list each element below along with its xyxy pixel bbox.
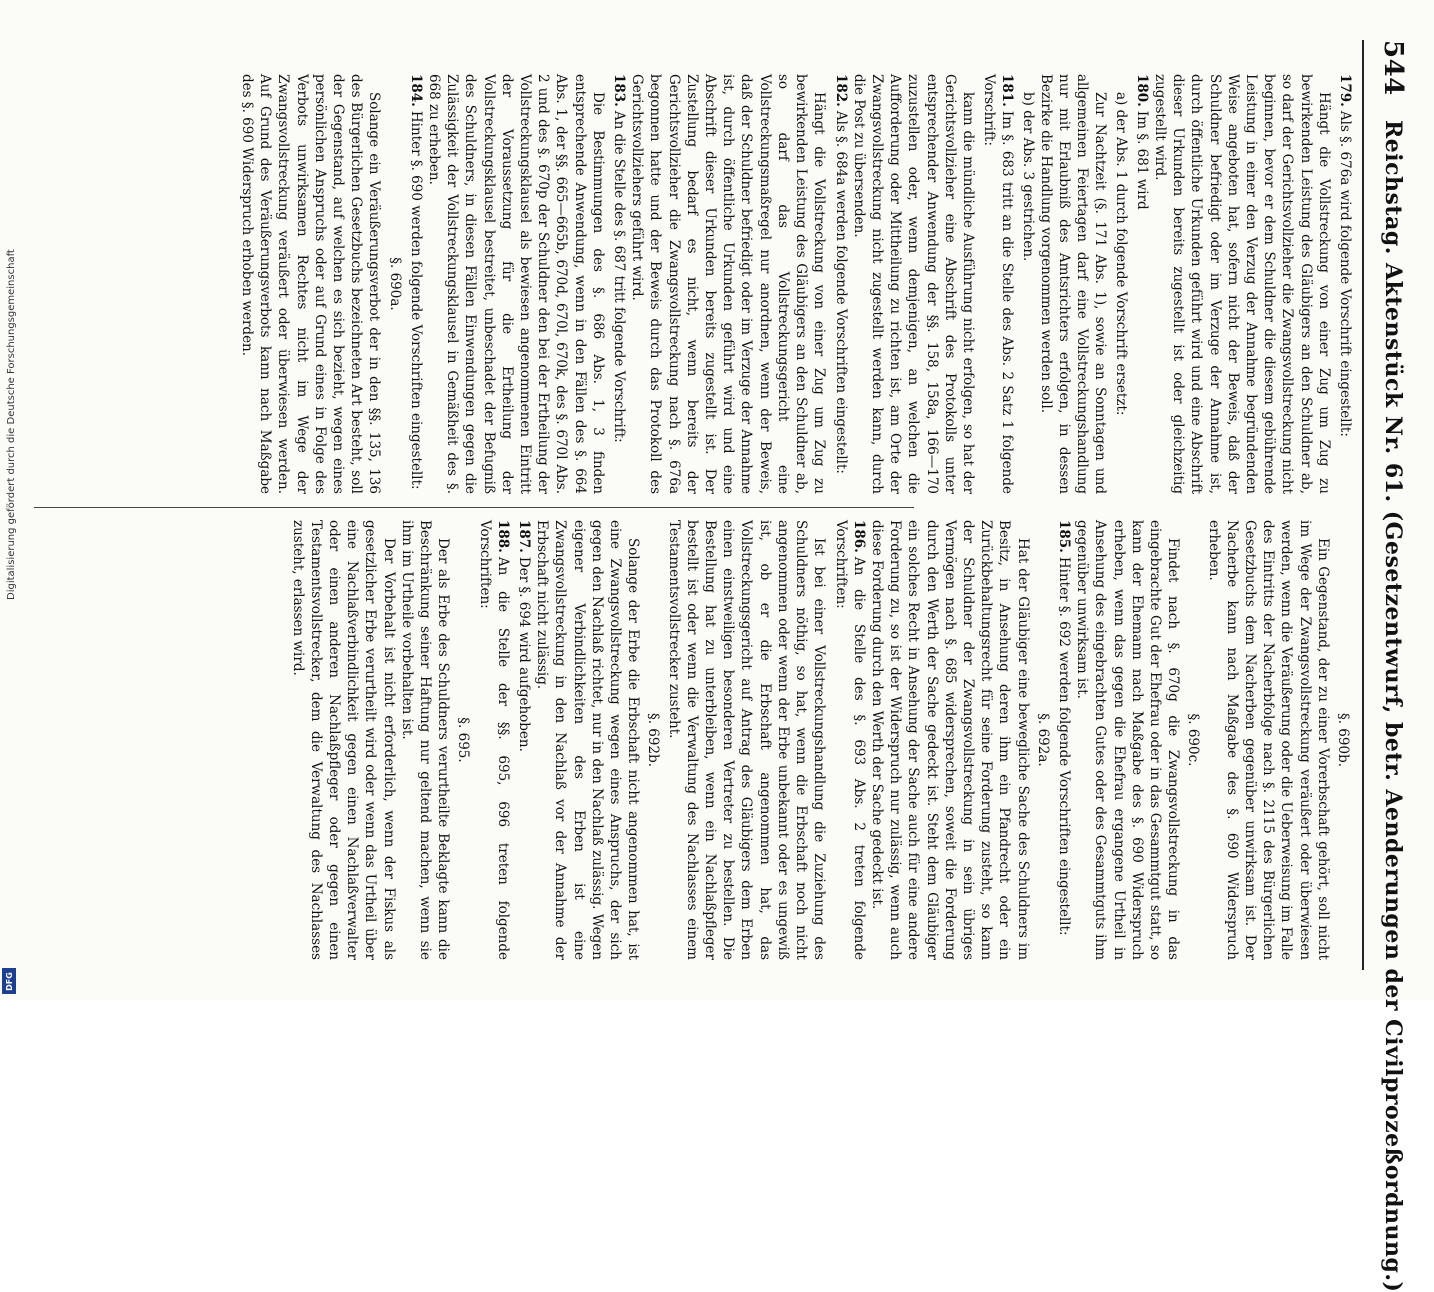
sub-item: a) der Abs. 1 durch folgende Vorschrift ersetzt: (1112, 92, 1129, 416)
header-rule (1362, 40, 1364, 970)
item-number: 179. (1337, 74, 1353, 107)
paragraph: Solange der Erbe die Erbschaft nicht angenommen hat, ist eine Zwangsvollstreckung wegen eines Anspruchs, der sich gegen den Nachlaß richtet, nur in den Nachlaß zulässig. Wegen eigener Verbindlichkeiten des Erben ist eine Zwangsvollstreckung in den Nachlaß vor der Annahme der Erbschaft nicht zulässig. (534, 520, 642, 960)
item-number: 183. (611, 74, 628, 107)
numbered-item (1055, 520, 1073, 960)
item-text: Als §. 676a wird folgende Vorschrift eingestellt: (1337, 110, 1353, 437)
paragraph: Ist bei einer Vollstreckungshandlung die Zuziehung des Schuldners nöthig, so hat, wenn die Erbschaft noch nicht angenommen oder wenn der Erbe unbekannt oder es ungewiß ist, ob er die Erbschaft angenommen hat, das Vollstreckungsgericht auf Antrag des Gläubigers dem Erben einen einstweiligen besonderen Vertreter zu bestellen. Die Bestellung hat zu unterbleiben, wenn ein Nachlaßpfleger bestellt ist oder wenn die Verwaltung des Nachlasses einem Testamentsvollstrecker zusteht. (665, 520, 828, 960)
dfg-logo-text: DFG (4, 971, 14, 991)
paragraph: Solange ein Veräußerungsverbot der in den §§. 135, 136 des Bürgerlichen Gesetzbuchs bezeichneten Art besteht, soll der Gegenstand, auf welchen es sich bezieht, wegen eines persönlichen Anspruchs oder auf Grund eines in Folge des Verbots unwirksamen Rechtes nicht im Wege der Zwangsvollstreckung veräußert oder überwiesen werden. Auf Grund des Veräußerungsverbots kann nach Maßgabe des §. 690 Widerspruch erhoben werden. (239, 74, 383, 494)
item-number: 181. (999, 74, 1016, 107)
item-text: Hinter §. 692 werden folgende Vorschriften eingestellt: (1055, 556, 1072, 936)
item-number: 184. (407, 74, 424, 107)
numbered-item (831, 520, 867, 960)
section-heading: §. 690b. (1335, 712, 1351, 768)
item-number: 188. (494, 520, 511, 553)
item-number: 186. (850, 520, 867, 553)
page-header (1368, 40, 1408, 1292)
item-text: Als §. 684a werden folgende Vorschriften eingestellt: (832, 110, 849, 474)
paragraph: Hängt die Vollstreckung von einer Zug um Zug zu bewirkenden Leistung des Gläubigers an den Schuldner ab, so darf der Gerichtsvollzieher die Zwangsvollstreckung nicht beginnen, bevor er dem Schuldner die diesem gebührende Leistung in einer den Verzug der Annahme begründenden Weise angeboten hat, sofern nicht der Beweis, daß der Schuldner befriedigt oder im Verzuge der Annahme ist, durch öffentliche Urkunden geführt wird und eine Abschrift dieser Urkunden bereits zugestellt ist oder gleichzeitig zugestellt wird. (1151, 74, 1332, 494)
item-number: 187. (516, 520, 533, 553)
left-column (238, 74, 1354, 494)
paragraph: Der als Erbe des Schuldners verurtheilte Beklagte kann die Beschränkung seiner Haftung nur geltend machen, wenn sie ihm im Urtheile vorbehalten ist. (398, 520, 452, 960)
section-heading: §. 695. (455, 717, 472, 763)
column-divider (34, 507, 914, 508)
item-number: 180. (1133, 74, 1150, 107)
section-heading: §. 692b. (645, 712, 662, 768)
page-number: 544 (1378, 40, 1408, 96)
paragraph: Der Vorbehalt ist nicht erforderlich, wenn der Fiskus als gesetzlicher Erbe verurtheilt wird oder wenn das Urtheil über eine Nachlaßverbindlichkeit gegen einen Nachlaßverwalter oder einen anderen Nachlaßpfleger oder gegen einen Testamentsvollstrecker, dem die Verwaltung des Nachlasses zusteht, erlassen wird. (289, 520, 397, 960)
item-text: Im §. 681 wird (1133, 110, 1150, 210)
numbered-item (515, 520, 533, 960)
paragraph: Hat der Gläubiger eine bewegliche Sache des Schuldners im Besitz, in Ansehung deren ihm ein Pfandrecht oder ein Zurückbehaltungsrecht für seine Forderung zusteht, so kann der Schuldner der Zwangsvollstreckung in sein übriges Vermögen nach §. 685 widersprechen, soweit die Forderung durch den Werth der Sache gedeckt ist. Steht dem Gläubiger ein solches Recht in Ansehung der Sache auch für eine andere Forderung zu, so ist der Widerspruch nur zulässig, wenn auch diese Forderung durch den Werth der Sache gedeckt ist. (868, 520, 1031, 960)
digitization-note: Digitalisierung gefördert durch die Deutsche Forschungsgemeinschaft (6, 249, 17, 600)
numbered-item (407, 74, 425, 494)
right-column (288, 520, 1354, 960)
numbered-item (831, 74, 849, 494)
item-text: Der §. 694 wird aufgehoben. (516, 556, 533, 752)
item-text: An die Stelle der §§. 695, 696 treten folgende Vorschriften: (476, 520, 511, 960)
item-text: An die Stelle des §. 687 tritt folgende Vorschrift: (611, 110, 628, 443)
paragraph: Hängt die Vollstreckung von einer Zug um Zug zu bewirkenden Leistung des Gläubigers an den Schuldner ab, so darf das Vollstreckungsgericht eine Vollstreckungsmaßregel nur anordnen, wenn der Beweis, daß der Schuldner befriedigt oder im Verzuge der Annahme ist, durch öffentliche Urkunden geführt wird und eine Abschrift dieser Urkunden bereits zugestellt ist. Der Zustellung bedarf es nicht, wenn bereits der Gerichtsvollzieher die Zwangsvollstreckung nach §. 676a begonnen hatte und der Beweis durch das Protokoll des Gerichtsvollziehers geführt wird. (629, 74, 828, 494)
paragraph: Ein Gegenstand, der zu einer Vorerbschaft gehört, soll nicht im Wege der Zwangsvollstreckung veräußert oder überwiesen werden, wenn die Veräußerung oder die Ueberweisung im Falle des Eintritts der Nacherbfolge nach §. 2115 des Bürgerlichen Gesetzbuchs dem Nacherben gegenüber unwirksam ist. Der Nacherbe kann nach Maßgabe des §. 690 Widerspruch erheben. (1205, 520, 1331, 960)
item-text: Hinter §. 690 werden folgende Vorschriften eingestellt: (407, 110, 424, 490)
paragraph: Die Bestimmungen des §. 686 Abs. 1, 3 finden entsprechende Anwendung, wenn in den Fällen des §. 664 Abs. 1, der §§. 665—665b, 670d, 670l, 670k, des §. 670l Abs. 2 und des §. 670p der Schuldner den bei der Ertheilung der Vollstreckungsklausel als bewiesen angenommenen Eintritt der Voraussetzung für die Ertheilung der Vollstreckungsklausel bestreitet, unbeschadet der Befugniß des Schuldners, in diesen Fällen Einwendungen gegen die Zulässigkeit der Vollstreckungsklausel in Gemäßheit des §. 668 zu erheben. (426, 74, 606, 494)
item-number: 182. (832, 74, 849, 107)
numbered-item (1336, 74, 1354, 494)
item-text: Im §. 683 tritt an die Stelle des Abs. 2 Satz 1 folgende Vorschrift: (981, 74, 1016, 494)
paragraph: Zur Nachtzeit (§. 171 Abs. 1), sowie an Sonntagen und allgemeinen Feiertagen darf eine Vollstreckungshandlung nur mit Erlaubniß des Amtsrichters erfolgen, in dessen Bezirke die Handlung vorgenommen werden soll. (1037, 74, 1109, 494)
item-number: 185. (1055, 520, 1072, 553)
numbered-item (610, 74, 628, 494)
dfg-logo (2, 968, 16, 994)
section-heading: §. 692a. (1034, 713, 1051, 767)
numbered-item (980, 74, 1016, 494)
numbered-item (475, 520, 511, 960)
numbered-item (1133, 74, 1151, 494)
section-heading: §. 690c. (1185, 713, 1202, 767)
section-heading: §. 690a. (386, 257, 403, 311)
paragraph: kann die mündliche Ausführung nicht erfolgen, so hat der Gerichtsvollzieher eine Abschrift des Protokolls unter entsprechender Anwendung der §§. 158, 158a, 166—170 zuzustellen oder, wenn demjenigen, an welchen die Aufforderung oder Mittheilung zu richten ist, am Orte der Zwangsvollstreckung nicht zugestellt werden kann, durch die Post zu übersenden. (850, 74, 976, 494)
item-text: An die Stelle des §. 693 Abs. 2 treten folgende Vorschriften: (832, 520, 867, 960)
page-title: Reichstag. Aktenstück Nr. 61. (Gesetzentwurf, betr. Aenderungen der Civilprozeßordnung.) (1380, 120, 1406, 1292)
sub-item: b) der Abs. 3 gestrichen. (1019, 92, 1036, 262)
paragraph: Findet nach §. 670g die Zwangsvollstreckung in das eingebrachte Gut der Ehefrau oder in das Gesammtgut statt, so kann der Ehemann nach Maßgabe des §. 690 Widerspruch erheben, wenn das gegen die Ehefrau ergangene Urtheil in Ansehung des eingebrachten Gutes oder des Gesammtguts ihm gegenüber unwirksam ist. (1074, 520, 1182, 960)
